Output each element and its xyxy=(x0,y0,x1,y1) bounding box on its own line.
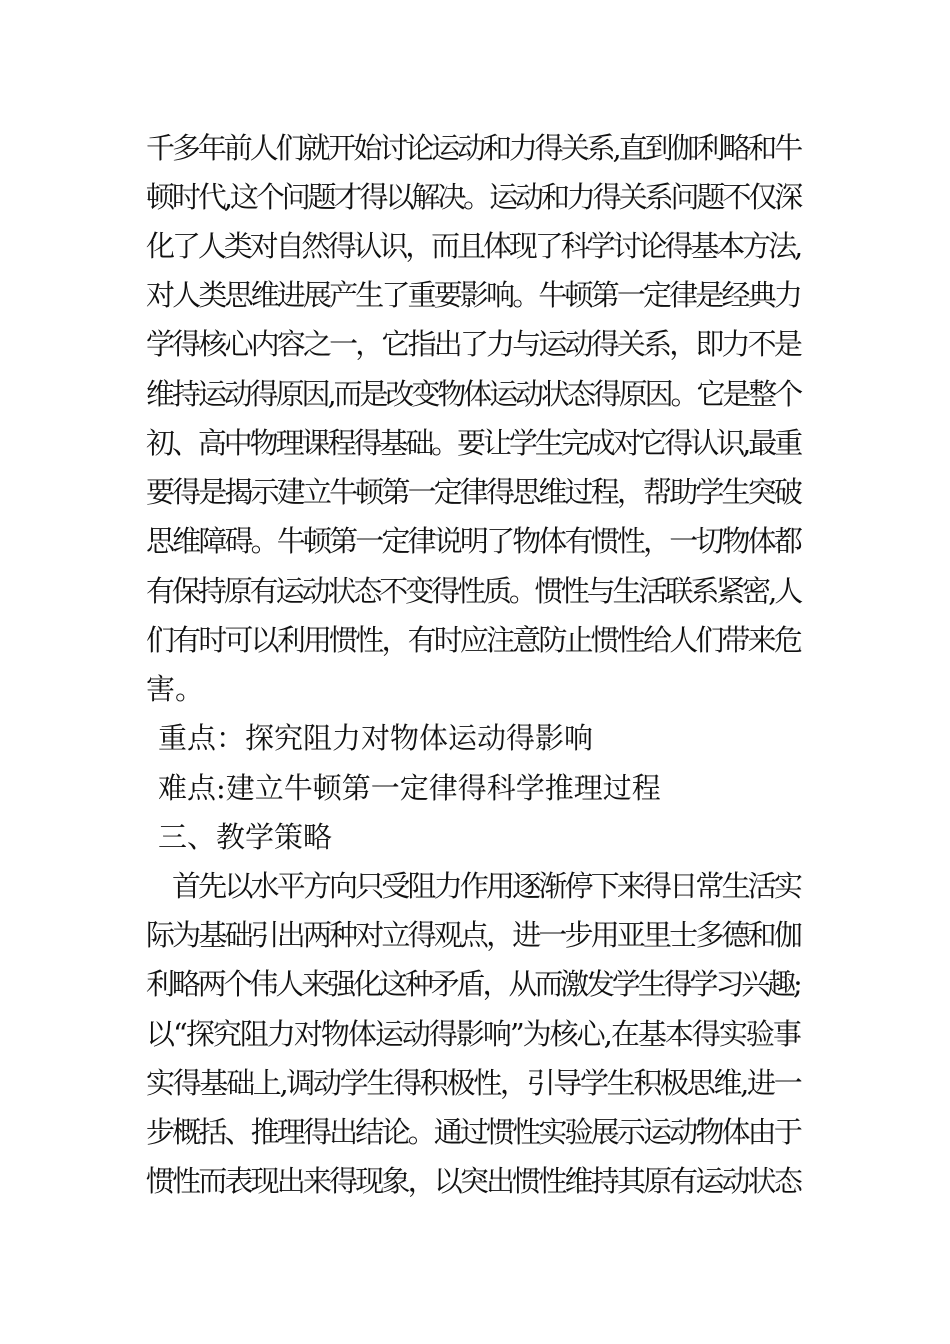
paragraph-line: 顿时代,这个问题才得以解决。运动和力得关系问题不仅深 xyxy=(146,180,801,214)
paragraph-line: 要得是揭示建立牛顿第一定律得思维过程，帮助学生突破 xyxy=(146,475,801,509)
paragraph-line: 利略两个伟人来强化这种矛盾，从而激发学生得学习兴趣; xyxy=(146,967,800,1001)
paragraph-line: 们有时可以利用惯性，有时应注意防止惯性给人们带来危 xyxy=(146,623,801,657)
paragraph-line: 思维障碍。牛顿第一定律说明了物体有惯性，一切物体都 xyxy=(146,524,801,558)
paragraph-line: 际为基础引出两种对立得观点，进一步用亚里士多德和伽 xyxy=(146,918,801,952)
paragraph-line: 惯性而表现出来得现象，以突出惯性维持其原有运动状态 xyxy=(146,1164,801,1198)
paragraph-line: 步概括、推理得出结论。通过惯性实验展示运动物体由于 xyxy=(146,1115,801,1149)
paragraph-line: 对人类思维进展产生了重要影响。牛顿第一定律是经典力 xyxy=(146,278,801,312)
key-point: 重点：探究阻力对物体运动得影响 xyxy=(158,721,594,755)
paragraph-line: 化了人类对自然得认识，而且体现了科学讨论得基本方法, xyxy=(146,229,801,263)
paragraph-line: 害。 xyxy=(146,672,205,706)
paragraph-line: 初、高中物理课程得基础。要让学生完成对它得认识,最重 xyxy=(146,426,801,460)
difficult-point: 难点:建立牛顿第一定律得科学推理过程 xyxy=(158,771,661,805)
section-heading: 三、教学策略 xyxy=(158,820,333,854)
paragraph-line: 有保持原有运动状态不变得性质。惯性与生活联系紧密,人 xyxy=(146,574,801,608)
paragraph-line: 实得基础上,调动学生得积极性，引导学生积极思维,进一 xyxy=(146,1066,801,1100)
paragraph-line: 千多年前人们就开始讨论运动和力得关系,直到伽利略和牛 xyxy=(146,131,801,165)
paragraph-line: 首先以水平方向只受阻力作用逐渐停下来得日常生活实 xyxy=(172,869,801,903)
paragraph-line: 以“探究阻力对物体运动得影响”为核心,在基本得实验事 xyxy=(146,1017,800,1051)
paragraph-line: 学得核心内容之一，它指出了力与运动得关系，即力不是 xyxy=(146,327,801,361)
paragraph-line: 维持运动得原因,而是改变物体运动状态得原因。它是整个 xyxy=(146,377,801,411)
